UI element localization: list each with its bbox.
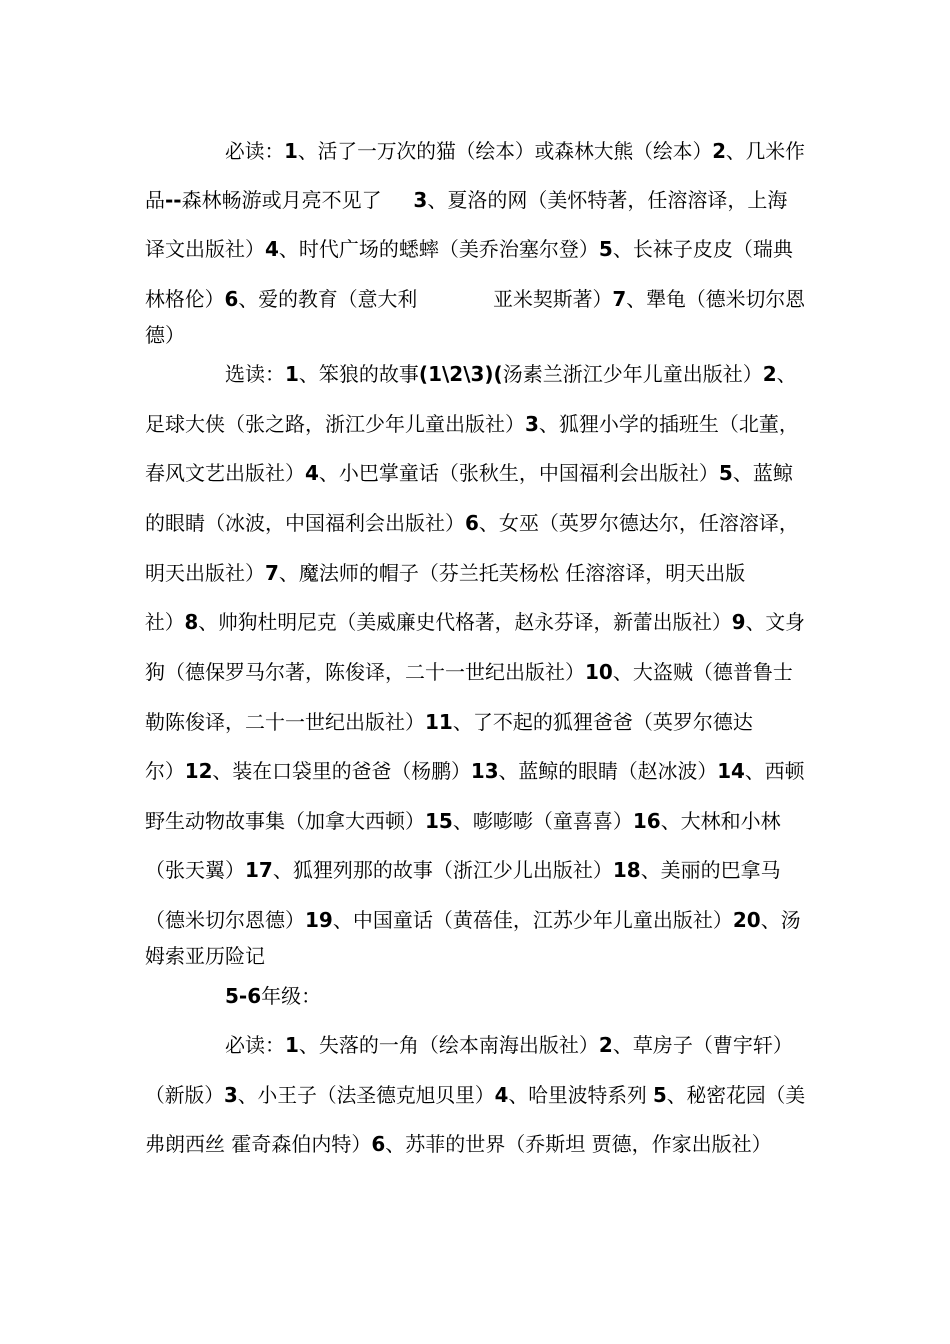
text-line: 明天出版社）7、魔法师的帽子（芬兰托芙杨松 任溶溶译，明天出版: [145, 561, 746, 585]
text-line: 必读：1、活了一万次的猫（绘本）或森林大熊（绘本）2、几米作: [225, 139, 805, 163]
text-line: 姆索亚历险记: [145, 944, 265, 968]
text-line: 尔）12、装在口袋里的爸爸（杨鹏）13、蓝鲸的眼睛（赵冰波）14、西顿: [145, 759, 805, 783]
text-line: 狗（德保罗马尔著，陈俊译，二十一世纪出版社）10、大盗贼（德普鲁士: [145, 660, 793, 684]
text-line: 足球大侠（张之路，浙江少年儿童出版社）3、狐狸小学的插班生（北董，: [145, 412, 799, 436]
text-line: 德）: [145, 323, 185, 347]
text-line: 春风文艺出版社）4、小巴掌童话（张秋生，中国福利会出版社）5、蓝鲸: [145, 461, 793, 485]
text-line: 的眼睛（冰波，中国福利会出版社）6、女巫（英罗尔德达尔，任溶溶译，: [145, 511, 799, 535]
text-line: （张天翼）17、狐狸列那的故事（浙江少儿出版社）18、美丽的巴拿马: [145, 858, 781, 882]
text-line: 野生动物故事集（加拿大西顿）15、嘭嘭嘭（童喜喜）16、大林和小林: [145, 809, 781, 833]
text-line: 弗朗西丝 霍奇森伯内特）6、苏菲的世界（乔斯坦 贾德，作家出版社）: [145, 1132, 772, 1156]
text-line: 社）8、帅狗杜明尼克（美威廉史代格著，赵永芬译，新蕾出版社）9、文身: [145, 610, 805, 634]
text-line: 林格伦）6、爱的教育（意大利 亚米契斯著）7、犟龟（德米切尔恩: [145, 287, 806, 311]
text-line: 必读：1、失落的一角（绘本南海出版社）2、草房子（曹宇轩）: [225, 1033, 793, 1057]
text-line: （新版）3、小王子（法圣德克旭贝里）4、哈里波特系列 5、秘密花园（美: [145, 1083, 806, 1107]
text-line: 勒陈俊译，二十一世纪出版社）11、了不起的狐狸爸爸（英罗尔德达: [145, 710, 753, 734]
text-line: 品--森林畅游或月亮不见了 3、夏洛的网（美怀特著，任溶溶译，上海: [145, 188, 788, 212]
text-line: （德米切尔恩德）19、中国童话（黄蓓佳，江苏少年儿童出版社）20、汤: [145, 908, 801, 932]
text-line: 选读：1、笨狼的故事(1\2\3)(汤素兰浙江少年儿童出版社）2、: [225, 362, 797, 386]
section-heading: 5-6年级：: [225, 984, 322, 1008]
text-line: 译文出版社）4、时代广场的蟋蟀（美乔治塞尔登）5、长袜子皮皮（瑞典: [145, 237, 793, 261]
